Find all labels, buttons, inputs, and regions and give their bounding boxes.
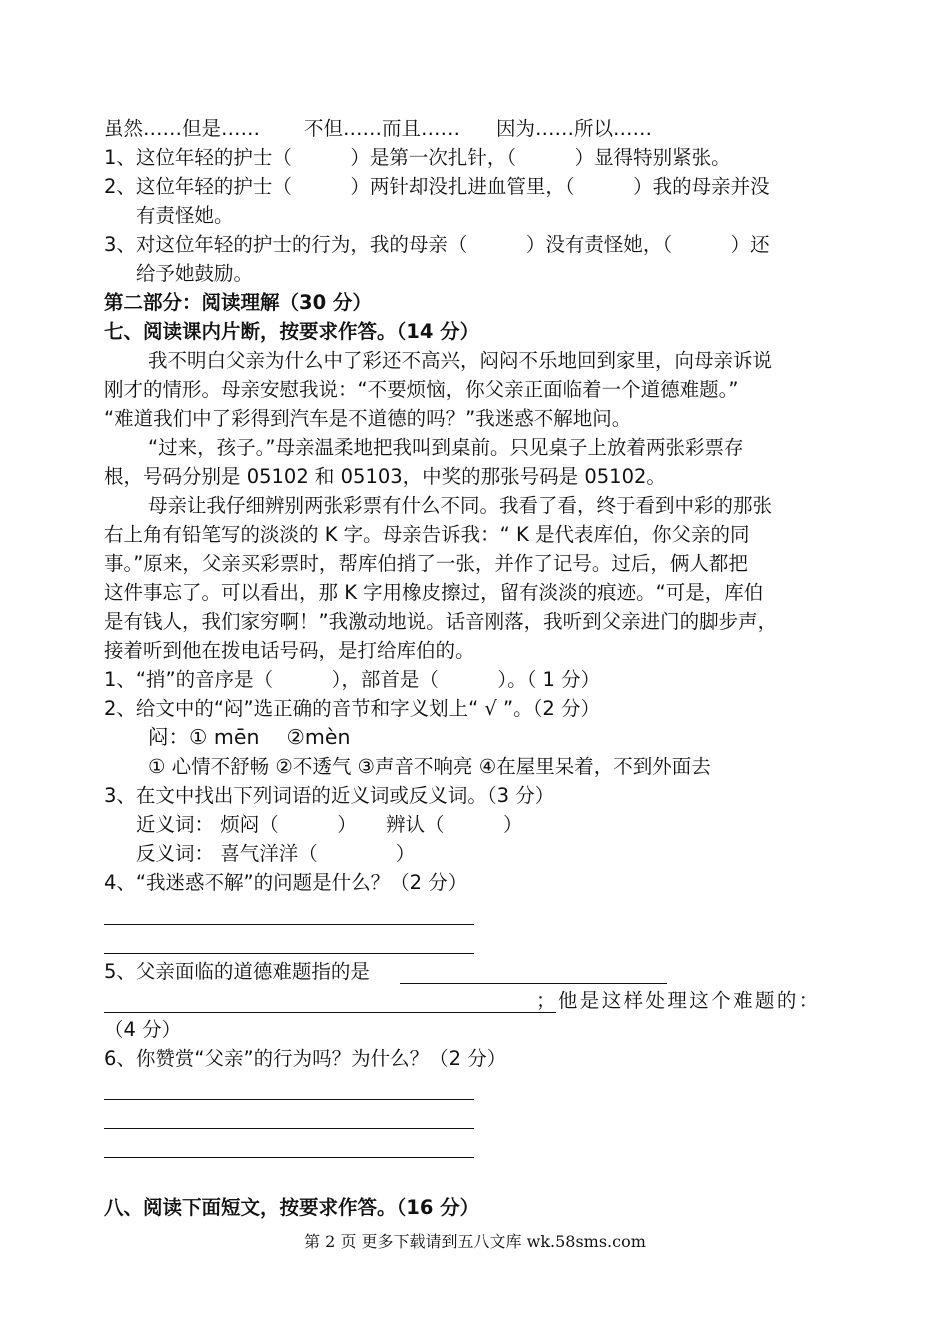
passage-line: 是有钱人，我们家穷啊！”我激动地说。话音刚落，我听到父亲进门的脚步声， [104, 610, 778, 633]
passage-line: 这件事忘了。可以看出，那 K 字用橡皮擦过，留有淡淡的痕迹。“可是，库伯 [104, 581, 764, 604]
s7-question-5-cont: ；他是这样处理这个难题的： [536, 989, 821, 1012]
conjunction-1: 虽然……但是…… [104, 117, 261, 140]
conjunction-options [104, 114, 652, 143]
passage-line: 母亲让我仔细辨别两张彩票有什么不同。我看了看，终于看到中彩的那张 [148, 494, 773, 517]
s6-question-2: 2、这位年轻的护士（ ）两针却没扎进血管里，（ ）我的母亲并没 [104, 175, 770, 198]
s7-question-2: 2、给文中的“闷”选正确的音节和字义划上“ √ ”。（2 分） [104, 697, 600, 720]
passage-line: 事。”原来，父亲买彩票时，帮库伯捎了一张，并作了记号。过后，俩人都把 [104, 552, 748, 575]
answer-line[interactable] [104, 1099, 474, 1100]
passage-line: 刚才的情形。母亲安慰我说：“不要烦恼，你父亲正面临着一个道德难题。” [104, 378, 739, 401]
s7-question-2-pinyin: 闷：① mēn ②mèn [148, 725, 351, 749]
s7-question-4: 4、“我迷惑不解”的问题是什么？（2 分） [104, 871, 468, 894]
passage-line: 根，号码分别是 05102 和 05103，中奖的那张号码是 05102。 [104, 465, 666, 488]
s7-question-3-antonyms: 反义词： 喜气洋洋（ ） [136, 842, 416, 865]
s6-question-3-cont: 给予她鼓励。 [136, 262, 254, 285]
answer-line[interactable] [400, 983, 667, 984]
part2-title: 第二部分：阅读理解（30 分） [104, 291, 372, 314]
s7-question-5: 5、父亲面临的道德难题指的是 [104, 960, 370, 983]
answer-line[interactable] [104, 953, 474, 954]
s6-question-3: 3、对这位年轻的护士的行为，我的母亲（ ）没有责怪她，（ ）还 [104, 233, 770, 256]
s7-question-3-synonyms: 近义词： 烦闷（ ） 辨认（ ） [136, 813, 523, 836]
section8-title: 八、阅读下面短文，按要求作答。（16 分） [104, 1196, 480, 1219]
passage-line: 右上角有铅笔写的淡淡的 K 字。母亲告诉我：“ K 是代表库伯，你父亲的同 [104, 523, 750, 546]
answer-line[interactable] [104, 1012, 556, 1013]
passage-line: 我不明白父亲为什么中了彩还不高兴，闷闷不乐地回到家里，向母亲诉说 [148, 349, 773, 372]
section7-title: 七、阅读课内片断，按要求作答。（14 分） [104, 320, 480, 343]
answer-line[interactable] [104, 1128, 474, 1129]
s7-question-6: 6、你赞赏“父亲”的行为吗？为什么？（2 分） [104, 1047, 507, 1070]
s7-question-3: 3、在文中找出下列词语的近义词或反义词。（3 分） [104, 784, 555, 807]
s7-question-5-score: （4 分） [104, 1018, 182, 1041]
page-footer: 第 2 页 更多下载请到五八文库 wk.58sms.com [304, 1232, 646, 1251]
s6-question-1: 1、这位年轻的护士（ ）是第一次扎针，（ ）显得特别紧张。 [104, 146, 731, 169]
passage-line: “难道我们中了彩得到汽车是不道德的吗？”我迷惑不解地问。 [104, 407, 632, 430]
answer-line[interactable] [104, 1157, 474, 1158]
s7-question-2-meanings: ① 心情不舒畅 ②不透气 ③声音不响亮 ④在屋里呆着，不到外面去 [148, 755, 711, 778]
conjunction-2: 不但……而且…… [304, 117, 461, 140]
s6-question-2-cont: 有责怪她。 [136, 204, 234, 227]
passage-line: “过来，孩子。”母亲温柔地把我叫到桌前。只见桌子上放着两张彩票存 [148, 436, 744, 459]
passage-line: 接着听到他在拨电话号码，是打给库伯的。 [104, 639, 475, 662]
s7-question-1: 1、“捎”的音序是（ ），部首是（ ）。（ 1 分） [104, 668, 601, 691]
answer-line[interactable] [104, 924, 474, 925]
conjunction-3: 因为……所以…… [496, 117, 653, 140]
